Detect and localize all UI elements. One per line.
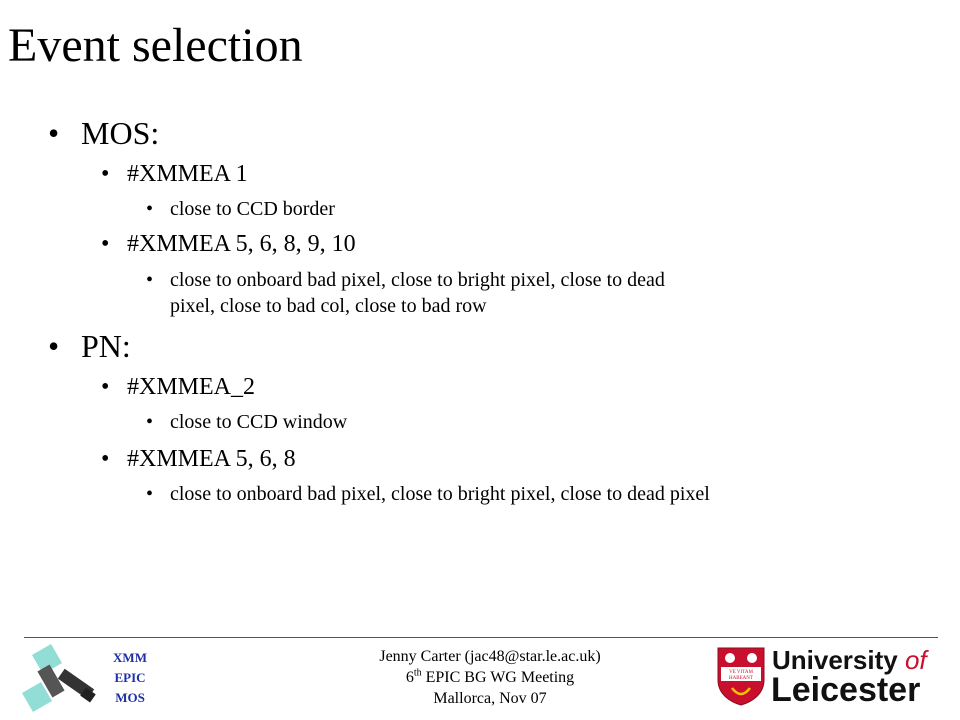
bullet-marker: •: [146, 483, 154, 505]
mission-label-line: MOS: [115, 690, 145, 705]
university-logo: [716, 645, 938, 709]
bullet-marker: •: [146, 411, 154, 433]
detail-text: close to onboard bad pixel, close to bright pixel, close to dead: [170, 269, 665, 291]
footer-meeting: [300, 667, 680, 688]
sub-bullet: [146, 411, 347, 434]
section-mos: [48, 114, 159, 152]
detail-text: close to onboard bad pixel, close to bright pixel, close to dead pixel: [170, 483, 710, 505]
bullet-item: [101, 229, 356, 259]
bullet-item: [101, 444, 296, 474]
bullet-marker: •: [146, 269, 154, 291]
detail-text: close to CCD window: [170, 411, 348, 433]
page-title: Event selection: [8, 19, 303, 72]
bullet-marker: •: [101, 231, 110, 257]
footer-credits: [300, 646, 680, 709]
mission-label: [98, 648, 162, 708]
university-crest-icon: [716, 646, 766, 706]
mission-label-line: XMM: [113, 650, 147, 665]
meeting-suffix: th: [413, 667, 422, 679]
sub-bullet: [146, 198, 335, 221]
sub-bullet: [146, 483, 710, 506]
item-label: #XMMEA_2: [127, 374, 256, 400]
section-label: PN:: [81, 328, 131, 364]
crest-motto-1: VE VITAM: [729, 670, 753, 675]
meeting-name: EPIC BG WG Meeting: [421, 669, 575, 686]
detail-text: close to CCD border: [170, 198, 335, 220]
mission-label-line: EPIC: [114, 670, 146, 685]
item-label: #XMMEA 1: [127, 161, 248, 187]
bullet-item: [101, 159, 248, 189]
footer-divider: [24, 637, 938, 638]
meeting-number: 6: [405, 669, 414, 686]
bullet-marker: •: [101, 161, 110, 187]
footer-location: Mallorca, Nov 07: [433, 690, 547, 707]
section-label: MOS:: [81, 115, 160, 151]
university-of: of: [904, 645, 927, 675]
detail-continuation: [170, 295, 487, 318]
bullet-marker: •: [146, 198, 154, 220]
bullet-marker: •: [48, 115, 60, 151]
university-name: [772, 646, 927, 674]
item-label: #XMMEA 5, 6, 8: [127, 446, 296, 472]
item-label: #XMMEA 5, 6, 8, 9, 10: [127, 231, 356, 257]
sub-bullet: [146, 269, 665, 292]
bullet-marker: •: [101, 374, 110, 400]
crest-motto-2: HABEANT: [729, 676, 753, 681]
university-word: University: [772, 645, 898, 675]
bullet-marker: •: [48, 328, 60, 364]
section-pn: [48, 327, 131, 365]
footer-author: Jenny Carter (jac48@star.le.ac.uk): [379, 648, 601, 665]
university-city: Leicester: [771, 671, 921, 709]
bullet-marker: •: [101, 446, 110, 472]
satellite-logo: [22, 644, 102, 716]
detail-text: pixel, close to bad col, close to bad row: [170, 295, 487, 317]
bullet-item: [101, 372, 255, 402]
